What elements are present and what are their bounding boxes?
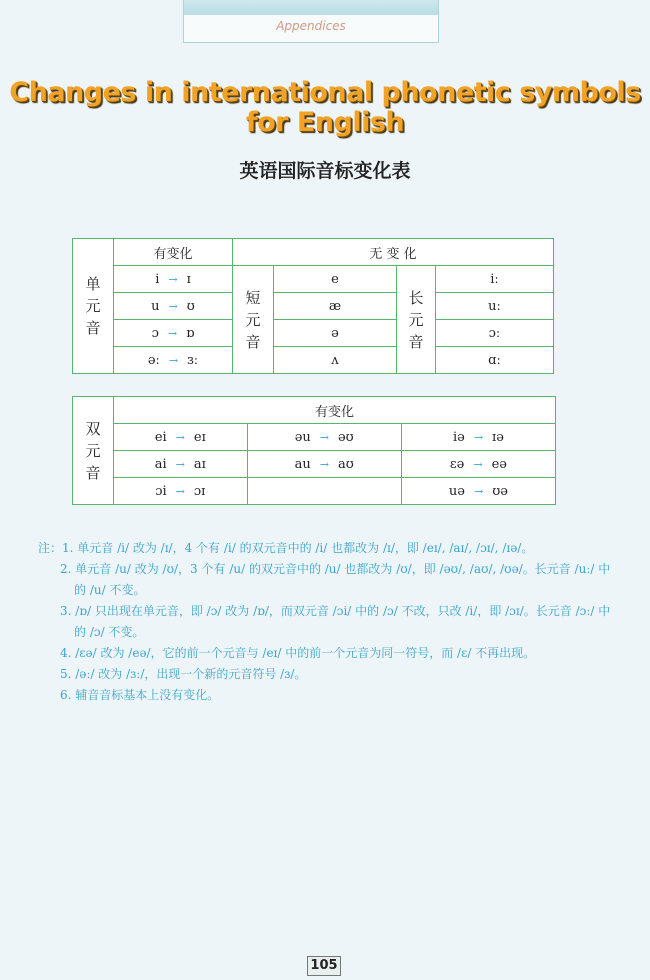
- note-item: 6. 辅音音标基本上没有变化。: [60, 688, 220, 702]
- changed-cell: i → ɪ: [114, 266, 233, 293]
- row-label: 单 元 音: [73, 239, 114, 374]
- empty-cell: [247, 478, 401, 505]
- diphthong-cell: əu → əʊ: [247, 424, 401, 451]
- diphthong-cell: ei → eɪ: [114, 424, 248, 451]
- note-item: 5. /əː/ 改为 /ɜː/，出现一个新的元音符号 /ɜ/。: [60, 667, 307, 681]
- long-cell: iː: [436, 266, 554, 293]
- header-band: [184, 0, 438, 15]
- page-subtitle-zh: 英语国际音标变化表: [239, 160, 411, 182]
- long-cell: ɑː: [436, 347, 554, 374]
- note-item: 4. /ɛə/ 改为 /eə/，它的前一个元音与 /eɪ/ 中的前一个元音为同一符号，而 /ɛ/ 不再出现。: [60, 646, 536, 660]
- short-cell: e: [274, 266, 397, 293]
- diphthong-cell: ɔi → ɔɪ: [114, 478, 248, 505]
- changed-header: 有变化: [114, 397, 556, 424]
- page-title: Changes in international phonetic symbols for English: [9, 77, 641, 138]
- diphthong-cell: ɛə → eə: [401, 451, 555, 478]
- note-item: 3. /ɒ/ 只出现在单元音，即 /ɔ/ 改为 /ɒ/，而双元音 /ɔi/ 中的 /ɔ/ 不改，只改 /i/，即 /ɔɪ/。长元音 /ɔː/ 中的 /ɔ/ 不变。: [60, 604, 611, 639]
- short-cell: ʌ: [274, 347, 397, 374]
- short-cell: æ: [274, 293, 397, 320]
- diphthong-table: [72, 396, 556, 505]
- short-label: 短 元 音: [233, 266, 274, 374]
- diphthong-cell: ai → aɪ: [114, 451, 248, 478]
- diphthong-cell: iə → ɪə: [401, 424, 555, 451]
- note-item: 2. 单元音 /u/ 改为 /ʊ/，3 个有 /u/ 的双元音中的 /u/ 也都改为 /ʊ/，即 /əʊ/, /aʊ/, /ʊə/。长元音 /uː/ 中的 /u/ 不变。: [60, 562, 611, 597]
- long-cell: ɔː: [436, 320, 554, 347]
- unchanged-header: 无 变 化: [233, 239, 554, 266]
- changed-cell: ɔ → ɒ: [114, 320, 233, 347]
- running-header: [183, 0, 439, 43]
- row-label: 双 元 音: [73, 397, 114, 505]
- diphthong-cell: uə → ʊə: [401, 478, 555, 505]
- notes: [38, 538, 618, 706]
- long-cell: uː: [436, 293, 554, 320]
- long-label: 长 元 音: [397, 266, 436, 374]
- note-item: 注：1. 单元音 /i/ 改为 /ɪ/，4 个有 /i/ 的双元音中的 /i/ 也都改为 /ɪ/，即 /eɪ/, /aɪ/, /ɔɪ/, /ɪə/。: [38, 541, 534, 555]
- changed-cell: əː → ɜː: [114, 347, 233, 374]
- diphthong-cell: au → aʊ: [247, 451, 401, 478]
- header-label: Appendices: [276, 19, 346, 33]
- page-number: 105: [307, 956, 341, 976]
- monophthong-table: [72, 238, 554, 374]
- changed-cell: u → ʊ: [114, 293, 233, 320]
- changed-header: 有变化: [114, 239, 233, 266]
- short-cell: ə: [274, 320, 397, 347]
